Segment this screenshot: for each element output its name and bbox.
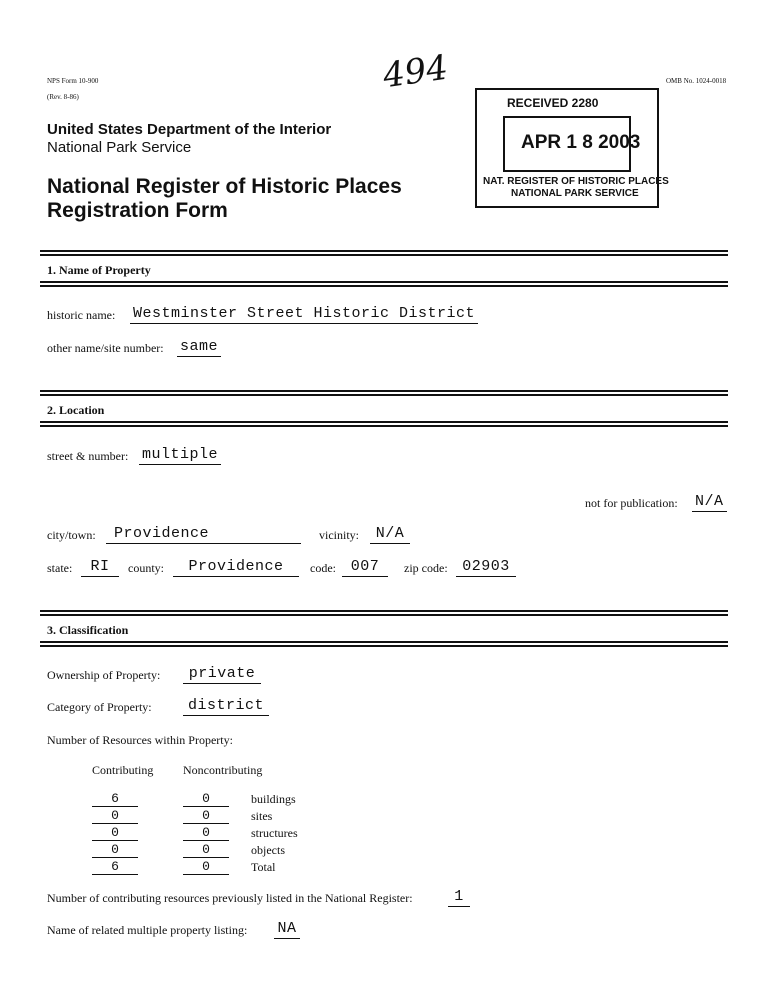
- contributing-structures[interactable]: 0: [92, 826, 138, 841]
- resource-label-structures: structures: [251, 826, 298, 840]
- contributing-objects[interactable]: 0: [92, 843, 138, 858]
- contributing-sites[interactable]: 0: [92, 809, 138, 824]
- category-label: Category of Property:: [47, 700, 152, 714]
- resource-label-objects: objects: [251, 843, 285, 857]
- zip-code-value[interactable]: 02903: [456, 558, 516, 577]
- code-label: code:: [310, 561, 336, 575]
- state-label: state:: [47, 561, 73, 575]
- noncontributing-header: Noncontributing: [183, 763, 263, 777]
- handwritten-number: 494: [380, 47, 451, 97]
- street-number-value[interactable]: multiple: [139, 446, 221, 465]
- section-divider: [40, 641, 728, 647]
- section-divider: [40, 281, 728, 287]
- other-name-value[interactable]: same: [177, 338, 221, 357]
- form-title: National Register of Historic Places: [47, 175, 402, 198]
- vicinity-value[interactable]: N/A: [370, 525, 410, 544]
- multiple-property-value[interactable]: NA: [274, 920, 300, 939]
- state-value[interactable]: RI: [81, 558, 119, 577]
- section-3-heading: 3. Classification: [47, 623, 129, 637]
- form-number: NPS Form 10-900: [47, 77, 99, 85]
- section-divider: [40, 250, 728, 256]
- multiple-property-label: Name of related multiple property listing:: [47, 923, 248, 937]
- resources-label: Number of Resources within Property:: [47, 733, 233, 747]
- historic-name-value[interactable]: Westminster Street Historic District: [130, 305, 478, 324]
- street-number-label: street & number:: [47, 449, 129, 463]
- noncontributing-sites[interactable]: 0: [183, 809, 229, 824]
- county-value[interactable]: Providence: [173, 558, 299, 577]
- received-stamp: [475, 88, 669, 208]
- zip-code-label: zip code:: [404, 561, 448, 575]
- other-name-label: other name/site number:: [47, 341, 164, 355]
- section-divider: [40, 421, 728, 427]
- previously-listed-label: Number of contributing resources previously listed in the National Register:: [47, 891, 413, 905]
- section-2-heading: 2. Location: [47, 403, 105, 417]
- form-subtitle: Registration Form: [47, 199, 228, 222]
- noncontributing-buildings[interactable]: 0: [183, 792, 229, 807]
- previously-listed-value[interactable]: 1: [448, 888, 470, 907]
- section-divider: [40, 390, 728, 396]
- ownership-label: Ownership of Property:: [47, 668, 161, 682]
- noncontributing-structures[interactable]: 0: [183, 826, 229, 841]
- agency-name: National Park Service: [47, 139, 192, 156]
- noncontributing-objects[interactable]: 0: [183, 843, 229, 858]
- contributing-buildings[interactable]: 6: [92, 792, 138, 807]
- contributing-total[interactable]: 6: [92, 860, 138, 875]
- city-label: city/town:: [47, 528, 96, 542]
- resource-label-total: Total: [251, 860, 276, 874]
- stamp-service-line: NATIONAL PARK SERVICE: [511, 188, 639, 199]
- stamp-date-box: [503, 116, 641, 172]
- section-divider: [40, 610, 728, 616]
- form-revision: (Rev. 8-86): [47, 93, 79, 101]
- contributing-header: Contributing: [92, 763, 154, 777]
- omb-number: OMB No. 1024-0018: [666, 77, 727, 85]
- historic-name-label: historic name:: [47, 308, 116, 322]
- resource-label-buildings: buildings: [251, 792, 296, 806]
- not-for-publication-value[interactable]: N/A: [692, 493, 727, 512]
- stamp-received: RECEIVED 2280: [507, 96, 599, 110]
- category-value[interactable]: district: [183, 697, 269, 716]
- stamp-date: APR 1 8 2003: [521, 132, 641, 153]
- county-label: county:: [128, 561, 164, 575]
- department-name: United States Department of the Interior: [47, 121, 332, 138]
- not-for-publication-label: not for publication:: [585, 496, 678, 510]
- stamp-register-line: NAT. REGISTER OF HISTORIC PLACES: [483, 176, 669, 187]
- section-1-heading: 1. Name of Property: [47, 263, 151, 277]
- resource-label-sites: sites: [251, 809, 273, 823]
- ownership-value[interactable]: private: [183, 665, 261, 684]
- county-code-value[interactable]: 007: [342, 558, 388, 577]
- city-value[interactable]: Providence: [106, 525, 301, 544]
- vicinity-label: vicinity:: [319, 528, 359, 542]
- noncontributing-total[interactable]: 0: [183, 860, 229, 875]
